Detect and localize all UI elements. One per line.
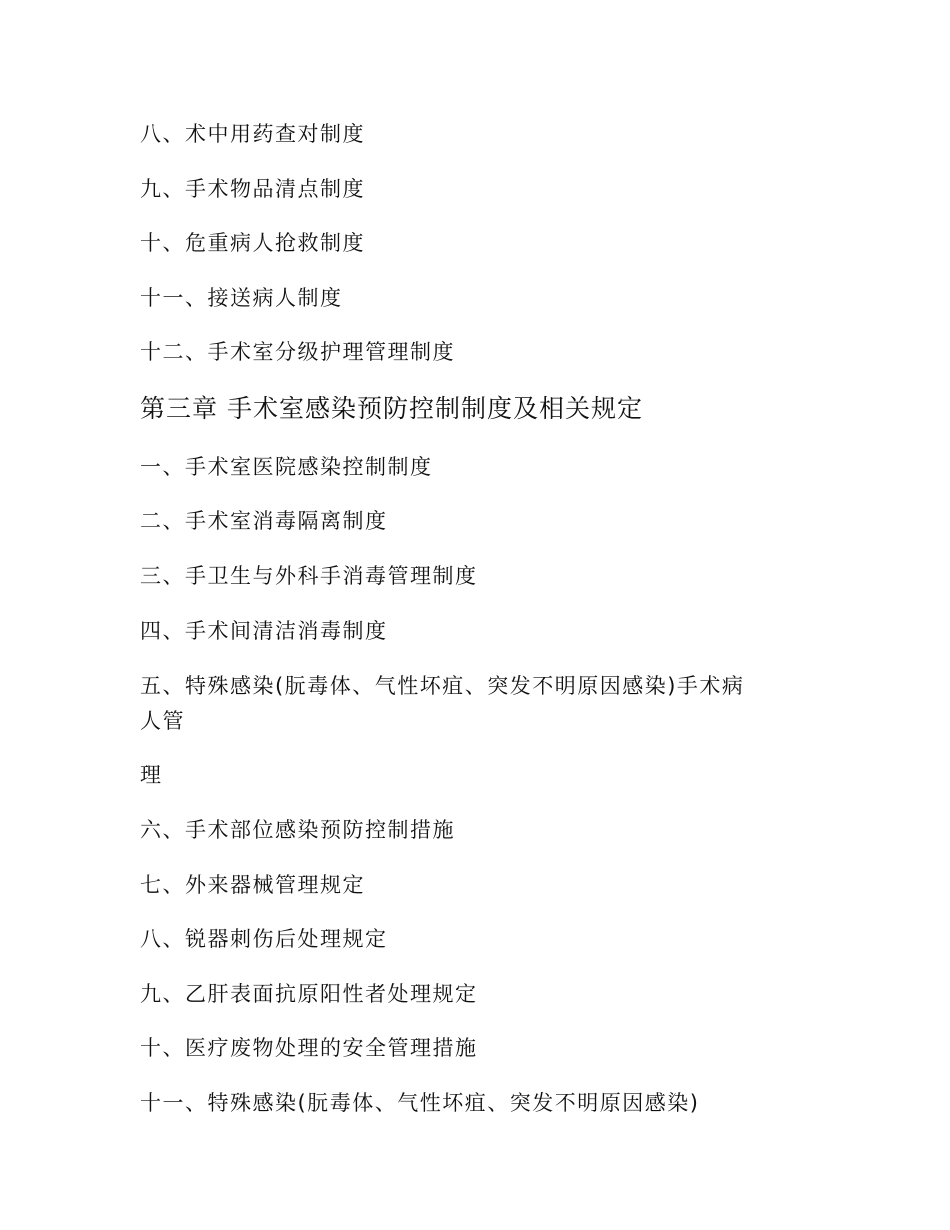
list-item: 七、外来器械管理规定 (140, 873, 365, 897)
list-item: 三、手卫生与外科手消毒管理制度 (140, 564, 478, 588)
list-item: 八、术中用药查对制度 (140, 122, 365, 146)
list-item: 二、手术室消毒隔离制度 (140, 509, 388, 533)
list-item: 四、手术间清洁消毒制度 (140, 619, 388, 643)
list-item: 六、手术部位感染预防控制措施 (140, 818, 455, 842)
list-item: 十一、特殊感染(朊毒体、气性坏疽、突发不明原因感染) (140, 1091, 700, 1115)
list-item: 十二、手术室分级护理管理制度 (140, 340, 455, 364)
list-item: 十、医疗废物处理的安全管理措施 (140, 1036, 478, 1060)
list-item: 九、乙肝表面抗原阳性者处理规定 (140, 982, 478, 1006)
list-item: 九、手术物品清点制度 (140, 177, 365, 201)
list-item-continuation: 理 (140, 763, 163, 787)
chapter-heading: 第三章 手术室感染预防控制制度及相关规定 (140, 394, 643, 423)
list-item: 一、手术室医院感染控制制度 (140, 455, 433, 479)
list-item: 十一、接送病人制度 (140, 286, 343, 310)
list-item: 十、危重病人抢救制度 (140, 231, 365, 255)
list-item-continuation: 人管 (140, 709, 185, 733)
list-item: 五、特殊感染(朊毒体、气性坏疽、突发不明原因感染)手术病 (140, 674, 745, 698)
list-item: 八、锐器刺伤后处理规定 (140, 927, 388, 951)
